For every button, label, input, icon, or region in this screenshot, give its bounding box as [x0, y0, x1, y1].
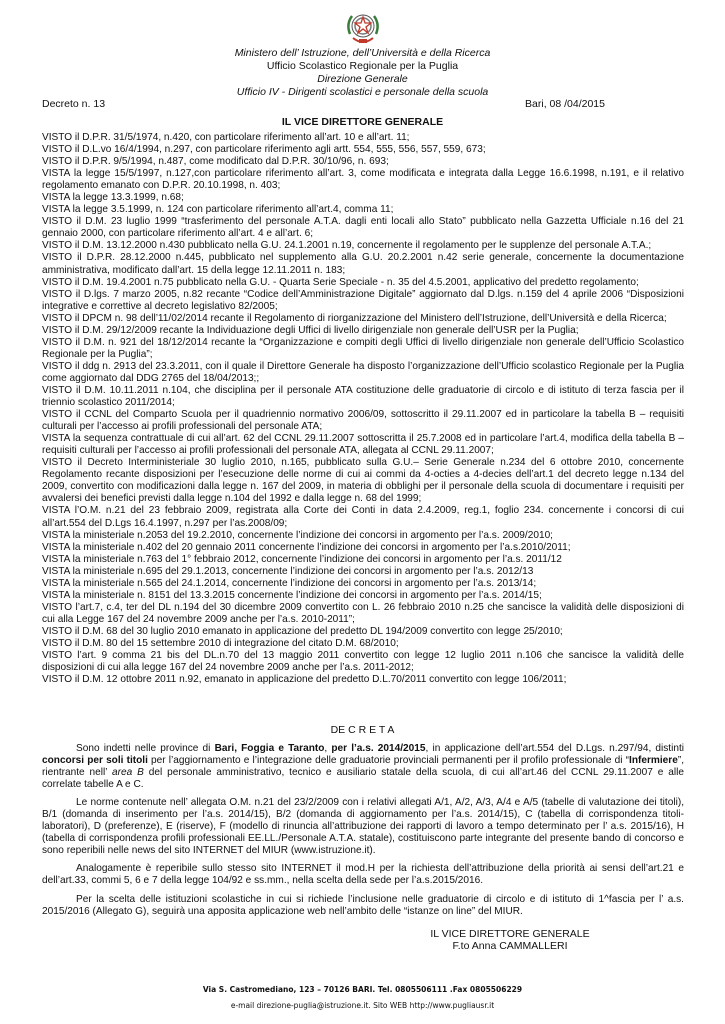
- decree-row: [42, 98, 605, 110]
- visto-item: VISTA la ministeriale n.565 del 24.1.2014, concernente l’indizione dei concorsi in argomento per l’a.s. 2013/14;: [42, 577, 537, 589]
- decree-number: Decreto n. 13: [42, 98, 106, 110]
- ufficio-name: Ufficio IV - Dirigenti scolastici e personale della scuola: [236, 86, 489, 98]
- visto-item: VISTO l’art. 9 comma 21 bis del DL.n.70 del 13 maggio 2011 convertito con legge 12 luglio 2011 n.106 che sancisce la validità delle disposizioni di cui alla legge 167 del 24 novembre 2009 anche per l’a.s. 2011-2012;: [42, 650, 684, 674]
- visto-item: VISTO il D.M. 19.4.2001 n.75 pubblicato nella G.U. - Quarta Serie Speciale - n. 35 del 4.5.2001, applicativo del predetto regolamento;: [42, 276, 639, 288]
- visto-item: VISTA la legge 13.3.1999, n.68;: [42, 192, 184, 204]
- visto-item: VISTO il D.M. 29/12/2009 recante la Individuazione degli Uffici di livello dirigenziale non generale dell’USR per la Puglia;: [42, 324, 579, 336]
- direction-name: Direzione Generale: [317, 73, 408, 85]
- visto-item: VISTO il D.M. 23 luglio 1999 “trasferimento del personale A.T.A. dagli enti locali allo Stato” pubblicato nella Gazzetta Ufficiale n.16 del 21 gennaio 2000, con particolare riferimento all’art. 4 e all’art. 6;: [42, 216, 684, 240]
- republic-emblem-icon: [344, 8, 382, 50]
- visto-item: VISTA la legge 3.5.1999, n. 124 con particolare riferimento all’art.4, comma 11;: [42, 204, 394, 216]
- signature-name: F.to Anna CAMMALLERI: [452, 940, 568, 952]
- visto-item: VISTO il D.M. n. 921 del 18/12/2014 recante la “Organizzazione e compiti degli Uffici di livello dirigenziale non generale dell’Ufficio Scolastico Regionale per la Puglia”;: [42, 336, 684, 360]
- paragraph-2: Le norme contenute nell’ allegata O.M. n.21 del 23/2/2009 con i relativi allegati A/1, A/2, A/3, A/4 e A/5 (tabelle di valutazione dei titoli), B/1 (domanda di inserimento per l’a.s. 2014/15), B/2 (domanda di aggiornamento per l’a.s. 2014/15), C (tabella di corrispondenza titoli- laboratori), D (preferenze), E (riserve), F (modello di rinuncia all’attribuzione dei rapporti di lavoro a tempo determinato per l’ a.s. 2015/16), H (tabella di corrispondenza profili professionali EE.LL./Personale A.T.A. statale), costituiscono parte integrante del presente bando di concorso e sono reperibili nelle news del sito INTERNET del MIUR (www.istruzione.it).: [42, 797, 684, 857]
- office-name: Ufficio Scolastico Regionale per la Puglia: [266, 60, 459, 72]
- visto-item: VISTO il DPCM n. 98 dell’11/02/2014 recante il Regolamento di riorganizzazione del Ministero dell’Istruzione, dell’Università e della Ricerca;: [42, 312, 667, 324]
- signature-block: [400, 928, 620, 952]
- visto-item: VISTO il D.M. 80 del 15 settembre 2010 di integrazione del citato D.M. 68/2010;: [42, 637, 399, 649]
- visto-item: VISTA la sequenza contrattuale di cui all’art. 62 del CCNL 29.11.2007 sottoscritta il 25.7.2008 ed in particolare l’art.4, modifica della tabella B – requisiti culturali per l’accesso ai profili professionali del personale ATA, allegata al CCNL 29.11.2007;: [42, 433, 684, 457]
- visti-list: [42, 132, 684, 686]
- paragraph-3: Analogamente è reperibile sullo stesso sito INTERNET il mod.H per la richiesta dell’attribuzione della priorità ai sensi dell’art.21 e dell’art.33, commi 5, 6 e 7 della legge 104/92 e ss.mm., nella scelta della sede per l’a.s.2015/2016.: [42, 863, 684, 887]
- visto-item: VISTO il D.P.R. 28.12.2000 n.445, pubblicato nel supplemento alla G.U. 20.2.2001 n.42 serie generale, concernente la documentazione amministrativa, modificato dall’art. 15 della legge 12.11.2011 n. 183;: [42, 252, 684, 276]
- visto-item: VISTO il D.L.vo 16/4/1994, n.297, con particolare riferimento agli artt. 554, 555, 556, 557, 559, 673;: [42, 144, 486, 156]
- paragraph-4: Per la scelta delle istituzioni scolastiche in cui si richiede l’inclusione nelle graduatorie di circolo e di istituto di 1^fascia per l’ a.s. 2015/2016 (Allegato G), seguirà una apposita applicazione web nell’ambito delle “istanze on line” del MIUR.: [42, 893, 684, 917]
- visto-item: VISTA la ministeriale n.2053 del 19.2.2010, concernente l’indizione dei concorsi in argomento per l’a.s. 2009/2010;: [42, 529, 553, 541]
- footer-address: Via S. Castromediano, 123 – 70126 BARI. Tel. 0805506111 .Fax 0805506229: [202, 985, 523, 994]
- visto-item: VISTO il D.P.R. 31/5/1974, n.420, con particolare riferimento all’art. 10 e all’art. 11;: [42, 132, 410, 143]
- visto-item: VISTO il D.M. 12 ottobre 2011 n.92, emanato in applicazione del predetto D.L.70/2011 convertito con legge 106/2011;: [42, 674, 567, 686]
- visto-item: VISTO il D.P.R. 9/5/1994, n.487, come modificato dal D.P.R. 30/10/96, n. 693;: [42, 156, 389, 168]
- visto-item: VISTO l’art.7, c.4, ter del DL n.194 del 30 dicembre 2009 convertito con L. 26 febbraio 2010 n.25 che sancisce la validità delle disposizioni di cui alla Legge 167 del 24 novembre 2009 anche per l’a.s. 2010-2011”;: [42, 601, 684, 625]
- decree-body: [42, 743, 684, 924]
- visto-item: VISTO il CCNL del Comparto Scuola per il quadriennio normativo 2006/09, sottoscritto il 29.11.2007 ed in particolare la tabella B – requisiti culturali per l’accesso ai profili professionali del personale ATA;: [42, 409, 684, 433]
- visto-item: VISTO il ddg n. 2913 del 23.3.2011, con il quale il Direttore Generale ha disposto l’organizzazione dell’Ufficio scolastico Regionale per la Puglia come aggiornato dal DDG 2765 del 18/04/2013;;: [42, 360, 684, 384]
- ministry-name: Ministero dell’ Istruzione, dell’Università e della Ricerca: [234, 47, 491, 59]
- visto-item: VISTO il D.M. 13.12.2000 n.430 pubblicato nella G.U. 24.1.2001 n.19, concernente il regolamento per le supplenze del personale A.T.A.;: [42, 240, 652, 252]
- paragraph-1: Sono indetti nelle province di Bari, Foggia e Taranto, per l’a.s. 2014/2015, in applicazione dell’art.554 del D.Lgs. n.297/94, distinti concorsi per soli titoli per l’aggiornamento e l’integrazione delle graduatorie provinciali permanenti per il profilo professionale di “Infermiere”, rientrante nell’ area B del personale amministrativo, tecnico e ausiliario statale della scuola, di cui all’art.46 del CCNL 29.11.2007 e alle correlate tabelle A e C.: [42, 743, 684, 791]
- decreta-heading: DE C R E T A: [330, 724, 395, 736]
- visto-item: VISTA l’O.M. n.21 del 23 febbraio 2009, registrata alla Corte dei Conti in data 2.4.2009, reg.1, foglio 234. concernente i concorsi di cui all’art.554 del D.Lgs 16.4.1997, n.297 per l’as.2008/09;: [42, 505, 684, 529]
- visto-item: VISTO il Decreto Interministeriale 30 luglio 2010, n.165, pubblicato sulla G.U.– Serie Generale n.234 del 6 ottobre 2010, concernente Regolamento recante disposizioni per l’esecuzione delle norme di cui ai commi da 4-octies a 4-decies dell’art.1 del decreto legge n.134 del 2009, convertito con modificazioni dalla legge n. 167 del 2009, in materia di obblighi per il personale della scuola di documentare i requisiti per avvalersi dei benefici previsti dalla legge n.104 del 1992 e dalla legge n. 68 del 1999;: [42, 457, 684, 505]
- visto-item: VISTA la ministeriale n.763 del 1° febbraio 2012, concernente l’indizione dei concorsi in argomento per l’a.s. 2011/12: [42, 553, 562, 565]
- signature-role: IL VICE DIRETTORE GENERALE: [430, 928, 590, 940]
- visto-item: VISTO il D.M. 10.11.2011 n.104, che disciplina per il personale ATA costituzione delle graduatorie di circolo e di istituto di terza fascia per il triennio scolastico 2011/2014;: [42, 384, 684, 409]
- visto-item: VISTA la ministeriale n.402 del 20 gennaio 2011 concernente l’indizione dei concorsi in argomento per l’a.s.2010/2011;: [42, 541, 571, 553]
- place-date: Bari, 08 /04/2015: [525, 98, 605, 110]
- visto-item: VISTO il D.M. 68 del 30 luglio 2010 emanato in applicazione del predetto DL 194/2009 convertito con legge 25/2010;: [42, 625, 563, 637]
- document-title: IL VICE DIRETTORE GENERALE: [281, 116, 444, 128]
- visto-item: VISTA la ministeriale n.695 del 29.1.2013, concernente l’indizione dei concorsi in argomento per l’a.s. 2012/13: [42, 565, 534, 577]
- visto-item: VISTA la ministeriale n. 8151 del 13.3.2015 concernente l’indizione dei concorsi in argomento per l’a.s. 2014/15;: [42, 589, 542, 601]
- visto-item: VISTA la legge 15/5/1997, n.127,con particolare riferimento all’art. 3, come modificata e integrata dalla Legge 16.6.1998, n.191, e il relativo regolamento emanato con D.P.R. 20.10.1998, n. 403;: [42, 168, 684, 192]
- visto-item: VISTO il D.lgs. 7 marzo 2005, n.82 recante “Codice dell’Amministrazione Digitale” aggiornato dal D.lgs. n.159 del 4 aprile 2006 “Disposizioni integrative e correttive al decreto legislativo 82/2005;: [42, 288, 684, 312]
- footer-contacts: e-mail direzione-puglia@istruzione.it. Sito WEB http://www.pugliausr.it: [230, 1001, 495, 1010]
